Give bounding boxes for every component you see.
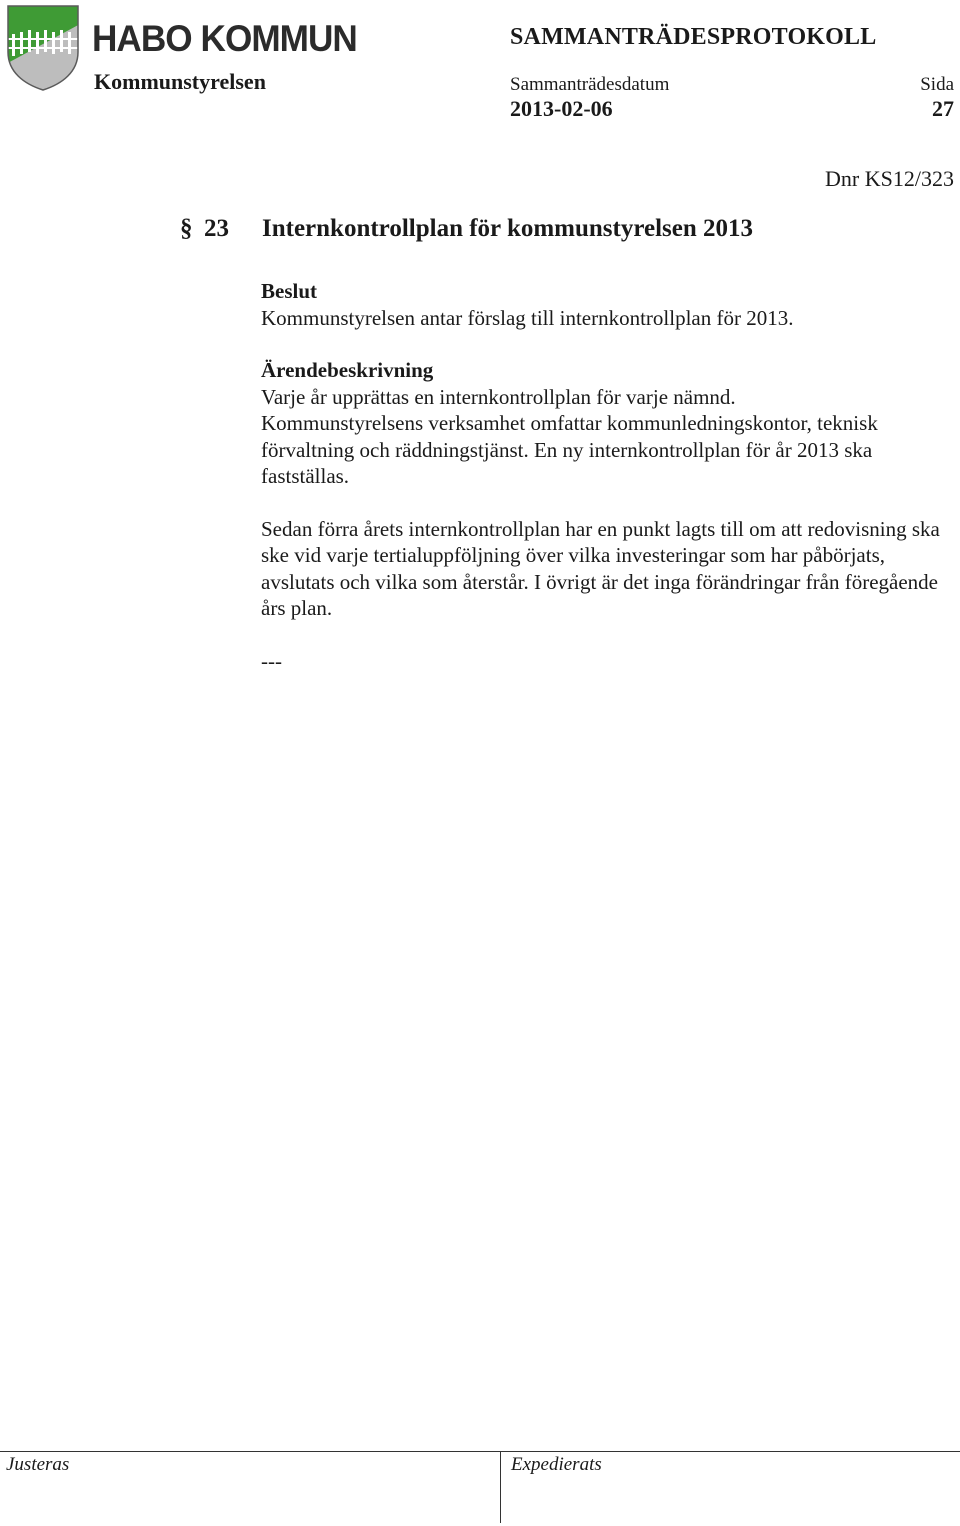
beslut-text: Kommunstyrelsen antar förslag till internkontrollplan för 2013. <box>261 305 794 330</box>
habo-kommun-shield-icon <box>6 4 80 92</box>
document-body <box>261 278 951 674</box>
logo-wordmark: HABO KOMMUN <box>92 18 357 59</box>
paragraph-symbol: § <box>180 215 193 242</box>
date-value: 2013-02-06 <box>510 96 613 121</box>
beslut-heading: Beslut <box>261 279 318 303</box>
arende-heading: Ärendebeskrivning <box>261 358 434 382</box>
footer-vertical-divider <box>500 1451 501 1523</box>
paragraph-heading <box>180 215 753 243</box>
arende-text-2: Kommunstyrelsens verksamhet omfattar kommunledningskontor, teknisk förvaltning och räddningstjänst. En ny internkontrollplan för år 2013 ska fastställas. <box>261 411 878 488</box>
expedierats-label: Expedierats <box>511 1454 602 1475</box>
organization-name: Kommunstyrelsen <box>94 69 266 94</box>
date-label: Sammanträdesdatum <box>510 74 670 95</box>
page-label: Sida <box>920 74 954 95</box>
footer-divider <box>0 1451 960 1452</box>
arende-text-1: Varje år upprättas en internkontrollplan för varje nämnd. <box>261 384 736 409</box>
page-number: 27 <box>932 96 954 121</box>
end-marker: --- <box>261 648 282 673</box>
justeras-label: Justeras <box>6 1454 70 1475</box>
document-type: SAMMANTRÄDESPROTOKOLL <box>510 24 877 50</box>
sedan-text: Sedan förra årets internkontrollplan har en punkt lagts till om att redovisning ska ske vid varje tertialuppföljning över vilka investeringar som har påbörjats, avslutats och vilka som återstår. I övrigt är det inga förändringar från föregående års plan. <box>261 516 940 620</box>
paragraph-number: 23 <box>204 215 229 242</box>
paragraph-title: Internkontrollplan för kommunstyrelsen 2013 <box>262 215 754 242</box>
case-number: Dnr KS12/323 <box>825 166 954 191</box>
